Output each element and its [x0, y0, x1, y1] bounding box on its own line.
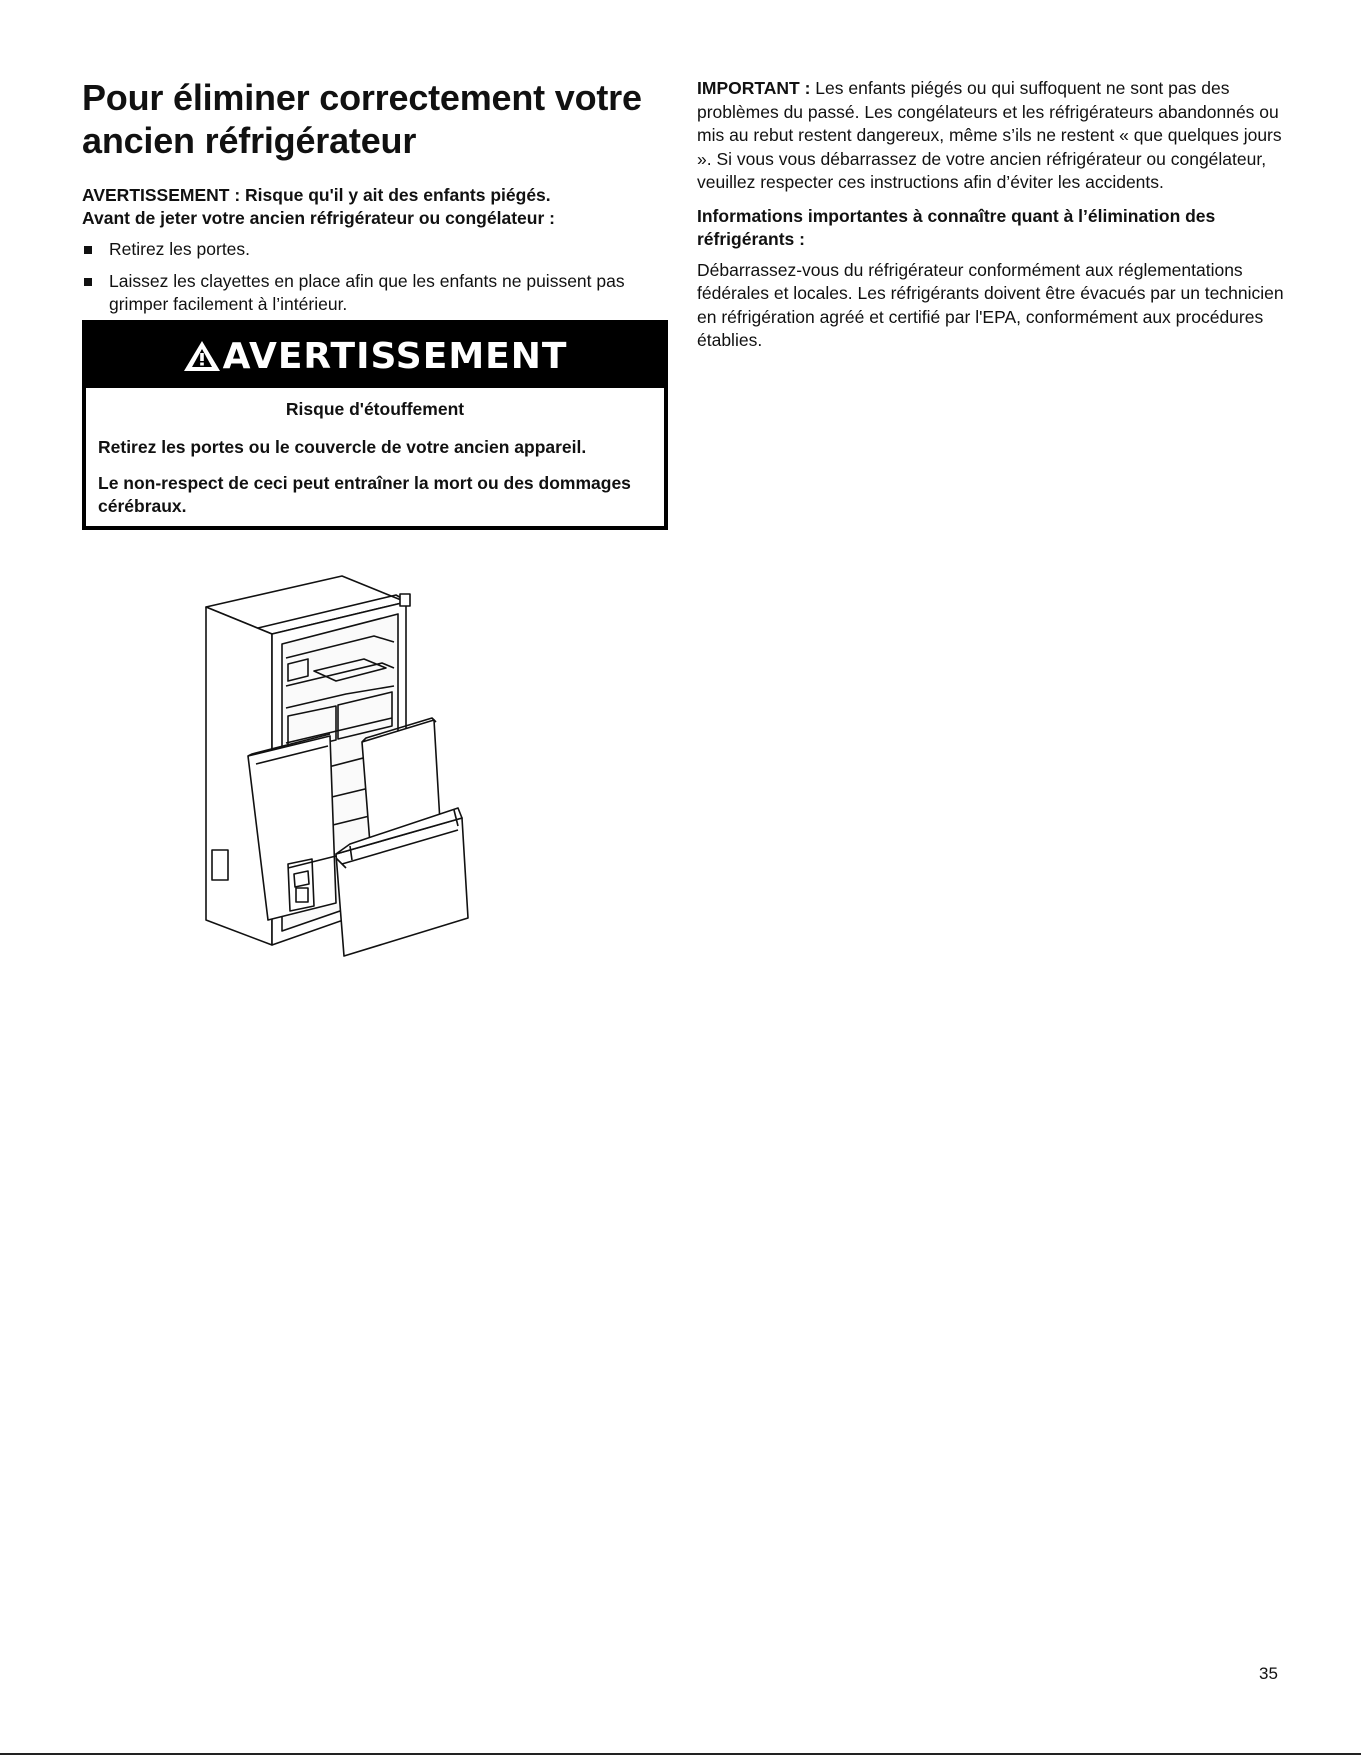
page-title: Pour éliminer correctement votre ancien réfrigérateur — [82, 77, 642, 161]
page-number: 35 — [1259, 1664, 1278, 1683]
important-label: IMPORTANT : — [697, 78, 811, 98]
warning-header — [86, 324, 664, 388]
square-bullet-icon — [84, 246, 92, 254]
warning-instruction: Retirez les portes ou le couvercle de votre ancien appareil. — [98, 437, 587, 457]
warning-title: AVERTISSEMENT — [222, 335, 568, 377]
instruction-list — [82, 238, 668, 316]
list-item — [82, 270, 668, 316]
warning-consequence: Le non-respect de ceci peut entraîner la mort ou des dommages cérébraux. — [98, 473, 631, 516]
refrigerator-doors-removed-illustration — [196, 568, 536, 1023]
right-column — [697, 77, 1287, 353]
warning-triangle-icon — [183, 340, 221, 372]
hazard-label: Risque d'étouffement — [285, 399, 465, 419]
bottom-rule — [0, 1753, 1361, 1755]
warning-box — [82, 320, 668, 530]
warning-intro-line-1: AVERTISSEMENT : Risque qu'il y ait des enfants piégés. — [82, 185, 551, 205]
important-paragraph — [697, 77, 1287, 195]
important-text: Les enfants piégés ou qui suffoquent ne sont pas des problèmes du passé. Les congélateurs et les réfrigérateurs abandonnés ou mis au rebut restent dangereux, même s’ils ne restent « que quelques jours ». Si vous vous débarrassez de votre ancien réfrigérateur ou congélateur, veuillez respecter ces instructions afin d’éviter les accidents. — [697, 78, 1282, 192]
square-bullet-icon — [84, 278, 92, 286]
left-column — [82, 76, 668, 325]
refrigerant-disposal-text: Débarrassez-vous du réfrigérateur conformément aux réglementations fédérales et locales. Les réfrigérants doivent être évacués par un technicien en réfrigération agréé et certifié par l'EPA, conformément aux procédures établies. — [697, 259, 1284, 350]
warning-intro-line-2: Avant de jeter votre ancien réfrigérateur ou congélateur : — [82, 208, 555, 228]
list-item-text: Laissez les clayettes en place afin que les enfants ne puissent pas grimper facilement à l’intérieur. — [109, 271, 625, 314]
list-item — [82, 238, 668, 261]
warning-body — [86, 388, 664, 518]
refrigerant-disposal-heading: Informations importantes à connaître quant à l’élimination des réfrigérants : — [697, 205, 1216, 249]
warning-intro — [82, 184, 668, 230]
list-item-text: Retirez les portes. — [109, 239, 251, 259]
